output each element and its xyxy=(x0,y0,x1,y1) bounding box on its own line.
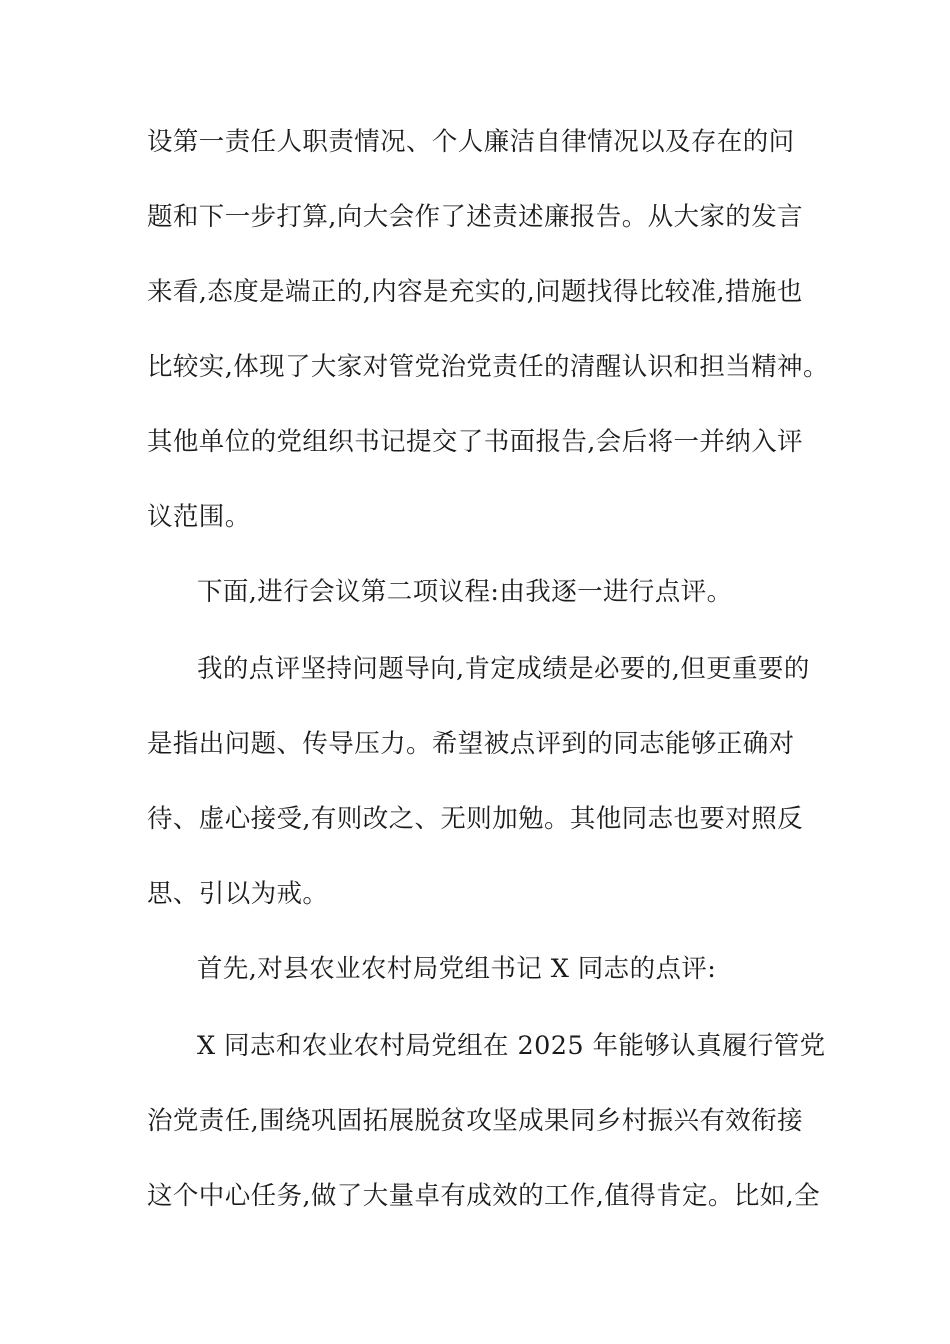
text-line: 思、引以为戒。 xyxy=(147,879,329,909)
text-line: 是指出问题、传导压力。希望被点评到的同志能够正确对 xyxy=(147,729,795,759)
paragraph-first-line: 我的点评坚持问题导向,肯定成绩是必要的,但更重要的 xyxy=(197,654,810,684)
text-line: 治党责任,围绕巩固拓展脱贫攻坚成果同乡村振兴有效衔接 xyxy=(147,1106,804,1136)
text-line: 待、虚心接受,有则改之、无则加勉。其他同志也要对照反 xyxy=(147,804,804,834)
text-line: 题和下一步打算,向大会作了述责述廉报告。从大家的发言 xyxy=(147,202,804,232)
paragraph-first-line: X 同志和农业农村局党组在 2025 年能够认真履行管党 xyxy=(197,1031,826,1061)
text-line: 设第一责任人职责情况、个人廉洁自律情况以及存在的问 xyxy=(147,127,795,157)
text-line: 来看,态度是端正的,内容是充实的,问题找得比较准,措施也 xyxy=(147,277,803,307)
text-line: 议范围。 xyxy=(147,502,251,532)
paragraph-first-line: 下面,进行会议第二项议程:由我逐一进行点评。 xyxy=(197,577,733,607)
paragraph-first-line: 首先,对县农业农村局党组书记 X 同志的点评: xyxy=(197,954,717,984)
text-line: 其他单位的党组织书记提交了书面报告,会后将一并纳入评 xyxy=(147,427,804,457)
text-line: 比较实,体现了大家对管党治党责任的清醒认识和担当精神。 xyxy=(147,352,829,382)
text-line: 这个中心任务,做了大量卓有成效的工作,值得肯定。比如,全 xyxy=(147,1181,821,1211)
